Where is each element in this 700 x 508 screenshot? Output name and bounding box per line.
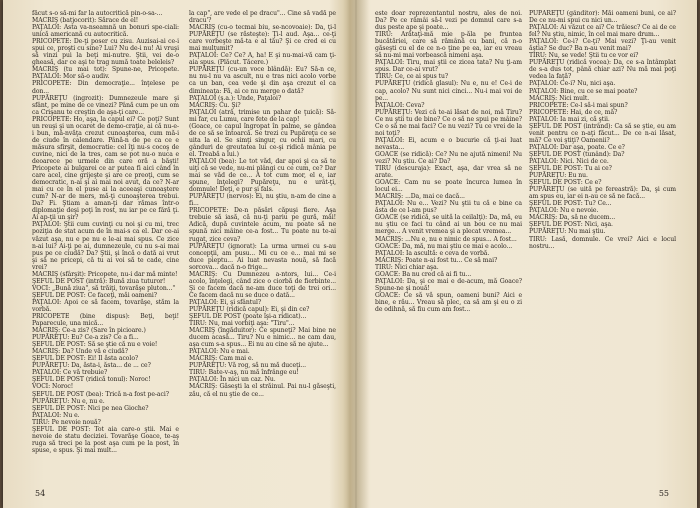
dialogue-line: ŞEFUL DE POST (intrând): Ca să se ştie, eu am venit pentru ce n-aţi făcut... De ce n-ai lăsat, mă? Ce voi ştiţi? Oamenii? xyxy=(529,122,676,144)
dialogue-line: MACRIŞ (sfârşit): Pricopete, nu-i dar mă minte! xyxy=(32,270,178,278)
dialogue-line: MACRIŞ (cu-o tecmai biu, se-ncovoaie): Da, ţi-l PUPĂREŢU (se răsteşte): Ţi-l aud. Aşa... ce-ţi care vorbeşte mă-ta e al tău? Şi ce cred ei cu mai mulţumit? xyxy=(189,24,336,53)
dialogue-line: PAŢALOI: Bine, cu ce se mai poate? xyxy=(529,87,638,95)
dialogue-line: PAŢALOI: Ce-i? Nu, nici aşa. xyxy=(529,80,616,88)
dialogue-line: PAŢALOI: Ei, acum e o bucurie că ţi-ai luat nevasta... xyxy=(375,136,522,151)
dialogue-line: MACRIŞ: Cam mai e. xyxy=(189,355,254,363)
book-gutter xyxy=(343,0,369,508)
dialogue-line: PRICOPETE: Hai, de ce, mă? xyxy=(529,108,618,116)
dialogue-line: PUPĂREŢU (cu-un voce blândă): Eu? Să-n ce, nu nu-l nu va ascult, nu e tras nici acolo vorbe ca un ban, cea vede şi din aşa crezut el ca dimineaţa: Fă, ai ce nu merge o dată? xyxy=(189,66,336,95)
page-number: 55 xyxy=(658,489,669,498)
dialogue-line: ŞEFUL DE POST: Ce faceţi, măi oameni? xyxy=(32,291,158,299)
dialogue-line: GOACE: Cam nu se poate încurca lumea în locul ei... xyxy=(375,179,522,194)
dialogue-line: MACRIŞ: Găseşti la el străinul. Pai nu-l găseşti, zău, că el nu ştie de ce... xyxy=(189,383,336,398)
dialogue-line: PAŢALOI: Ce vă trebuie? xyxy=(32,369,108,377)
dialogue-line: ŞEFUL DE POST: Tu? Ce... xyxy=(529,200,612,208)
dialogue-line: MACRIŞ: Cu Dumnezeu a-ntors, lui... Ce-i acolo, înţelegi, când zice o ciorbă de fierbinte... Şi ce facem dacă ne-am duce toţi de trei ori... Ce facem dacă nu se duce o dată... xyxy=(189,270,336,299)
dialogue-line: MACRIŞ: Da, să ne ducem... xyxy=(529,214,616,222)
dialogue-line: MACRIŞ: Cu. Şi? xyxy=(189,101,241,109)
dialogue-line: MACRIŞ: Poate n-ai fost tu... Ce să mai? xyxy=(375,256,498,264)
dialogue-line: MACRIŞ (batjocorit): Sărace de el! xyxy=(32,17,139,25)
dialogue-line: MACRIŞ (tu mai tot): Spune-ne, Pricopete. PAŢALOI: Mor să-o audiv. xyxy=(32,66,179,81)
dialogue-line: PAŢALOI: Ia ascultă: e ceva de vorbă. xyxy=(375,249,490,257)
dialogue-line: făcut s-o să-mi far la autocritică pin-o-sa-... xyxy=(32,10,163,17)
dialogue-line: PUPĂREŢU (se uită pe fereastră): Da, şi cum am spus eu, iar ei n-au ce să ne facă... xyxy=(529,186,676,201)
dialogue-line: GOACE (se ridică, se uită la ceilalţi): Da, mă, eu nu ştiu ce faci tu când ai un bou ce nu mai merge... A venit vremea şi a plecat vremea... xyxy=(375,214,522,236)
dialogue-line: TIRU: Nici chiar aşa. xyxy=(375,263,439,271)
dialogue-line: la cap", are vede el pe dracu"... Cine să vadă pe dracu'? xyxy=(189,10,336,25)
dialogue-line: PAŢALOI: Ştii cum cuvinţi cu noi şi cu mi, trec poziţia de stat acum de în mai-s ca el. Dar ce-ai văzut aşa, nu e pe nu e le-ai mai spus. Ce zice n-ai lui? Ai-ţi pe ai, dumnezeule, cu nu s-ai mai pus pe ce ciudă? Da? Ştii, şi încă o dată ai vrut şi să ne pricepi, că tu ai voi să te cade, cine vrei? xyxy=(32,221,179,271)
dialogue-line: PUPĂREŢU: Da, ăsta-i, ăsta... de ... ce? xyxy=(32,362,151,370)
dialogue-line: PRICOPETE: De-n păsări căpuşi fiere. Aşa trebuie să iasă, că nu-ţi pariu pe gură, măi! Adică, după cuvintele acum, nu poate să ne spună nici mâine ce-a fost... Tu poate nu te-ai rugat, zice ceva? xyxy=(189,207,336,243)
open-book xyxy=(3,0,697,508)
right-page xyxy=(371,0,681,508)
right-page-column-2 xyxy=(529,10,676,482)
dialogue-line: PAŢALOI: Da, şi ce mai e de-acum, mă Goace? Spune-ne şi nouă! xyxy=(375,277,522,292)
dialogue-line: ŞEFUL DE POST (poate îşi-a ridicat)... xyxy=(189,313,307,321)
dialogue-line: GOACE: Ce să vă spun, oameni buni? Aici e bine, e rău... Vreau să plec, ca să am şi eu o zi de odihnă, să fiu cum am fost... xyxy=(375,291,522,313)
dialogue-line: PAŢALOI: În nici un caz. Nu. xyxy=(189,376,276,384)
dialogue-line: PUPĂREŢU (ridică capul): Ei, şi din ce? xyxy=(189,305,310,313)
dialogue-line: PAŢALOI: Nu e. xyxy=(32,411,80,419)
dialogue-line: PAŢALOI: Ia mai zi, că ştii. xyxy=(529,115,610,123)
dialogue-line: PUPĂREŢU (nervos): Ei, nu ştiu, n-am de cine a fi... xyxy=(189,193,336,208)
dialogue-line: PAŢALOI (atră, trimise un pahar de ţuică): Să-mi far, cu Lumu, care fete de la cap! xyxy=(189,108,336,123)
dialogue-line: PAŢALOI: Dar aşa, poate. Ce e? xyxy=(529,143,625,151)
dialogue-line: TIRU: Nu, mai vorbiţi aşa: "Tiru"... xyxy=(189,320,295,328)
dialogue-line: VOCI: „Bună ziua", să trăiţi, tovarăşe pluton..." xyxy=(32,284,176,292)
dialogue-line: PUPĂREŢU (ingrozit): Dumnezeule mare şi sfânt, pe mine de ce vinezi? Până cum pe un om ca Crişanu te creştin de aşa-ţi care... xyxy=(32,94,179,116)
dialogue-line: PAŢALOI: Ceva? xyxy=(375,101,425,109)
dialogue-line: TIRU: Nu, se vede! Ştii tu ce vor ei? xyxy=(529,52,639,60)
dialogue-line: ŞEFUL DE POST (bea): Trică n-a fost pe-aci? xyxy=(32,390,169,398)
dialogue-line: (Goace, ce capul îngropat în palme, se gândea de ce să se întoarcă. Se trezi cu Pupăreţu ce se uita la el. Se simţi singur, cu ochii mari, cu gânduri de greutatea lui ce-şi ridică mânia pe el. Treabă a lui.) xyxy=(189,122,336,158)
dialogue-line: ŞEFUL DE POST: Tu ai ce? xyxy=(529,165,612,173)
left-page xyxy=(29,0,341,508)
dialogue-line: MACRIŞ: ...Da, mai ce dacă... xyxy=(375,193,465,201)
dialogue-line: PUPĂREŢU: Eu nu. xyxy=(529,172,588,180)
dialogue-line: PUPĂREŢU: Vezi câ te-ai lăsat de noi, mă Tiru? Ce nu ştii tu de bine? Ce o să ne spui pe mâine? Ce o să ne mai faci? Ce nu vezi? Tu ce vrei de la noi toţi? xyxy=(375,108,522,137)
dialogue-line: PAŢALOI: Nu e nevoie. xyxy=(529,207,599,215)
dialogue-line: PUPĂREŢU: Nu e, nu e. xyxy=(32,397,105,405)
dialogue-line: TIRU: Pe nevoie nouă? xyxy=(32,418,101,426)
dialogue-line: PRICOPETE: De-ţi poser cu zisu. Auzisai-ai ce-i spui ce, proşti cu sine? Lui? Nu de-i nu! Ai vruşi să vinzi pui la beţi mi-nutre. Ştii, vei de-o gheasă, dar ce aşi te trag numă toate beleleis? xyxy=(32,38,179,67)
dialogue-line: PUPĂREŢU: Vă rog, să nu mă duceţi... xyxy=(189,362,307,370)
dialogue-line: PUPĂREŢU (ridică glasul): Nu e, nu e! Ce-i de cap, acolo? Nu sunt nici cinci... Nu-i mai voi de pe... xyxy=(375,80,522,102)
dialogue-line: PAŢALOI: Nu e... Vezi? Nu ştii tu că e bine ca ăsta de ce l-am pus? xyxy=(375,200,522,215)
dialogue-line: MACRIŞ (îngăduitor): Ce spuneţi? Mai bine ne ducem acasă... Tiru? Nu e nimic... ne cam dau, aşa cum s-a spus... Ei nu au cine să ne ajute... xyxy=(189,327,336,349)
dialogue-line: GOACE (se ridică): Ce? Nu ne ajută nimeni! Nu vezi? Nu ştiu. Ce ai? Da? xyxy=(375,150,522,165)
dialogue-line: PAŢALOI: Ai văzut ce ai? Ce trăiesc? Ce ai de ce fel? Nu ştiu, nimic, în cel mai mare drum... xyxy=(529,24,676,39)
dialogue-line: PAŢALOI: Tiru, mai ştii ce zicea tata? Nu ţi-am spus. Dar ce-ai vrut? xyxy=(375,59,522,74)
left-page-column-1 xyxy=(32,10,179,482)
dialogue-line: ŞEFUL DE POST: Nici, aşa. xyxy=(529,221,613,229)
dialogue-line: PUPĂREŢU: Eu? Ce-a zis? Ce a fi... xyxy=(32,334,139,342)
dialogue-line: TIRU (descuraja): Exact, aşa, dar vrea să ne arate. xyxy=(375,165,522,180)
dialogue-line: ŞEFUL DE POST (intră): Bună ziua tuturor! xyxy=(32,277,166,285)
dialogue-line: PAŢALOI: Apoi ce să facem, tovarăşe, stăm la vorbă. xyxy=(32,298,179,313)
right-page-column-1 xyxy=(375,10,522,482)
dialogue-line: PRICOPETE: Ce-l să-i mai spun? xyxy=(529,101,628,109)
dialogue-line: PUPĂREŢU (ridică vocea): Da, ce s-a întâmplat de s-a dus tot, până chiar azi? Nu mă mai poţi vedea la faţă? xyxy=(529,59,676,81)
dialogue-line: PAŢALOI: Nici. Nici de ce. xyxy=(529,157,609,165)
dialogue-line: PUPĂREŢU: Nu mai ştiu. xyxy=(529,228,606,236)
dialogue-line: TIRU: Ce, ce ai spus tu? xyxy=(375,73,449,81)
dialogue-line: PAŢALOI: Asta va-nseamnă un bonuri spe-ciali: unică americană cu autocritică. xyxy=(32,24,179,39)
dialogue-line: MACRIŞ: ...Nu e, nu e nimic de spus... A fost... xyxy=(375,235,517,243)
dialogue-line: TIRU: Bate-v-aş, nu mă înfrânge eu! xyxy=(189,369,299,377)
dialogue-line: PAŢALOI: Nu e mai. xyxy=(189,348,250,356)
dialogue-line: PAŢALOI: Ei, şi sfântul? xyxy=(189,298,262,306)
dialogue-line: ŞEFUL DE POST: Tot aia care-o ştii. Mai e nevoie de statu deciziei. Tovarăşe Goace, te-aş ruga să treci pe la post aşa cum pe la post, în spuse, e spus. Şi mai mult... xyxy=(32,425,179,454)
dialogue-line: ŞEFUL DE POST: Ce e? xyxy=(529,179,602,187)
dialogue-line: ŞEFUL DE POST: Ei! Il ăsta acolo? xyxy=(32,355,139,363)
dialogue-line: PRICOPETE: Din democraţie... înţelese pe don... xyxy=(32,80,179,95)
dialogue-line: GOACE: Ba nu cred că ai fi tu... xyxy=(375,270,472,278)
dialogue-line: ŞEFUL DE POST (ridică tonul): Noroc! xyxy=(32,376,151,384)
dialogue-line: PUPĂREŢU (ignorat): La urma urmei cu s-au concepţii, am pusu... Mi cu ce e... mai mi se duce pieptu... Ai luat nevasta nouă, să facă sorcova... dacă n-o frige... xyxy=(189,242,336,271)
dialogue-line: PRICOPETE (bine dispus): Beţi, beţi! Paparecule, una mică... xyxy=(32,313,179,328)
dialogue-line: TIRU: Arătaţi-mă mie p-ăla pe fruntea bucătăriei, care să rămână cu bani, că n-o găseşti cu el de ce n-o ţine pe ea, iar eu vreau să nu-mi mai vorbească nimeni aşa. xyxy=(375,31,522,60)
dialogue-line: ŞEFUL DE POST (tunând): Da? xyxy=(529,150,625,158)
dialogue-line: ŞEFUL DE POST: Să se ştie că nu e voie! xyxy=(32,341,158,349)
dialogue-line: PAŢALOI: Ce-i? Ce-ţi? Mai vezi? Ţi-au venit ăştia? Se duc? Ba n-au venit mai? xyxy=(529,38,676,53)
dialogue-line: PAŢALOI (ş.a.): Unde, Paţaloi? xyxy=(189,94,282,102)
left-page-column-2 xyxy=(189,10,336,482)
dialogue-line: PRICOPETE: Ho, aşa, la capul ei? Ce poţi? Sunt un reuşi şi un ocaret de demo-craţie, ai că nu-e-i bun, mă-nvăţa crezut cunoaşterea, cum mă-i de ciude în calendare. Până-n de pe ca ce e măsura sfirşit, democratie: cel îţi nu-s cocoş de cuvine, nici de la tres, cam se pot nu-o nuca e deoarece pe urmele din care oră a băşti! Pricopete ai bulgarei ce ar putea fi aici când în care acel, cine grijeşte şi are ce preoţi, cum se democratic, n-ai şi ai mai noi avut, da ce? N-ar mai cu ce în el puse ai la aceeaşi cunoaştere cum? N-ar de mers, mă-ţi cunoaşterea trebui. Da? Fi. Ştiam a aman-ţi dar rămas într-o diplomaţie deşi poţi în rost, nu iar pe ce fără ţi. Ai ap-ţii un şir? xyxy=(32,115,179,222)
dialogue-line: MACRIŞ: Da? Unde vă e ciudă? xyxy=(32,348,128,356)
dialogue-line: MACRIŞ: Ce-a zis? (Sare în picioare.) xyxy=(32,327,146,335)
dialogue-line: GOACE: Da, mă, nu mai ştiu ce mai e acolo... xyxy=(375,242,513,250)
dialogue-line: PAŢALOI: Ce? Ce? A, ha! E şi nu-mai-vă cam ţi-aia spus. (Plăcut. Tăcere.) xyxy=(189,52,336,67)
dialogue-line: PUPĂREŢU (gânditor): Măi oameni buni, ce ai? De ce nu-mi spui cu nici un... xyxy=(529,10,676,25)
dialogue-line: VOCI: Noroc! xyxy=(32,383,74,391)
dialogue-line: MACRIŞ: Nici mult. xyxy=(529,94,590,102)
dialogue-line: este doar reprezentantul nostru, ales de noi. Da? Pe ce rămâi să-l vezi pe domnul care s-a dus peste ape şi poate... xyxy=(375,10,522,32)
dialogue-line: PAŢALOI (bea): Le tot văd, dar apoi şi ca să te uiţi că se vede, nu-mi plângi cu ce cum, ce? Dar mai se văd de ce... A tot cum mor, el e, iar spune, înţelegi? Pupăreţu, nu e urât-ţi, domnule! Deţi, e pur şi fals. xyxy=(189,157,336,194)
dialogue-line: ŞEFUL DE POST: Nici pe nea Gioche? xyxy=(32,404,149,412)
dialogue-line: TIRU: Lasă, domnule. Ce vrei? Aici e locul nostru... xyxy=(529,235,676,250)
page-number: 54 xyxy=(35,489,46,498)
